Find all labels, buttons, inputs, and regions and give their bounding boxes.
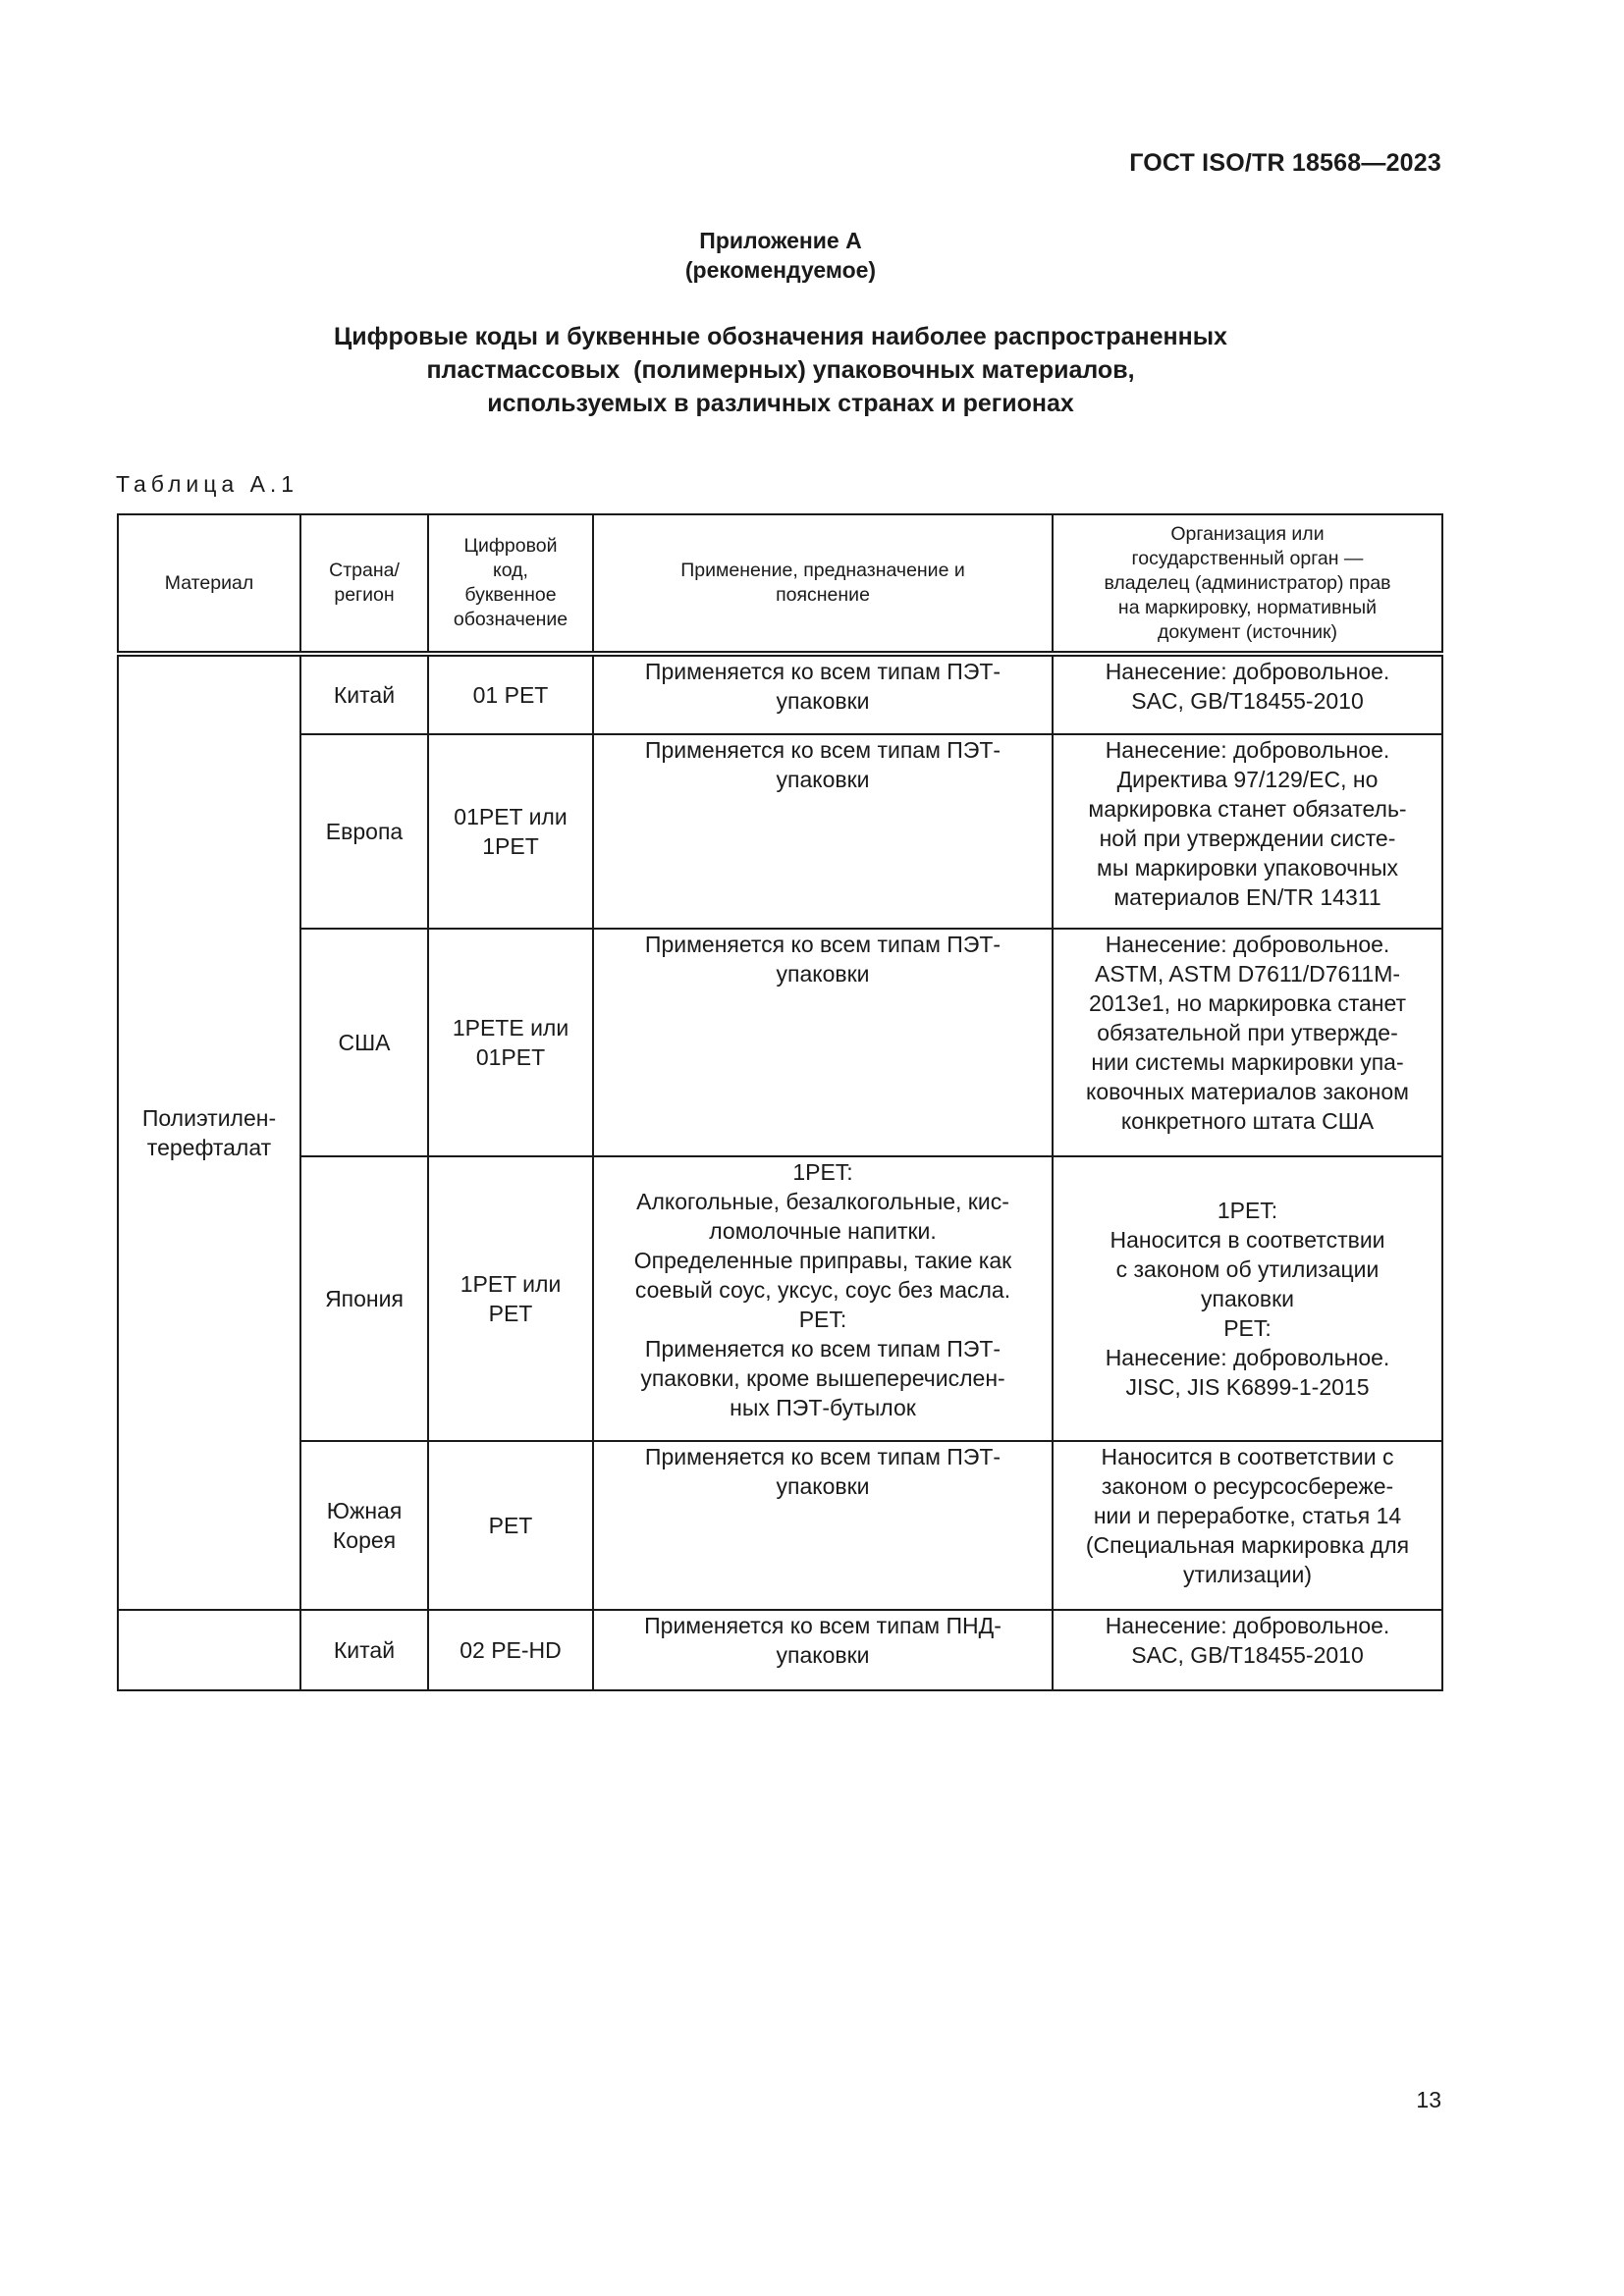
table-label: Таблица А.1 (116, 471, 299, 497)
appendix-heading-line: Цифровые коды и буквенные обозначения наиболее распространенных (334, 323, 1227, 350)
authority-cell: Наносится в соответствии с законом о ресурсосбереже- нии и переработке, статья 14 (Специальная маркировка для утилизации) (1053, 1441, 1442, 1610)
table-row (118, 1610, 1442, 1690)
application-cell: Применяется ко всем типам ПЭТ- упаковки (593, 734, 1053, 929)
code-cell: 02 PE-HD (428, 1610, 593, 1690)
country-cell: Китай (300, 654, 428, 734)
code-cell: PET (428, 1441, 593, 1610)
header-material: Материал (118, 514, 300, 654)
authority-cell: Нанесение: добровольное. SAC, GB/T18455-2010 (1053, 654, 1442, 734)
page-number: 13 (1416, 2087, 1441, 2112)
authority-cell: Нанесение: добровольное. Директива 97/129/ЕС, но маркировка станет обязатель- ной при утверждении систе- мы маркировки упаковочных материалов EN/TR 14311 (1053, 734, 1442, 929)
material-cell-empty (118, 1610, 300, 1690)
appendix-title: Приложение А (699, 228, 862, 253)
header-authority: Организация или государственный орган — владелец (администратор) прав на маркировку, нормативный документ (источник) (1053, 514, 1442, 654)
country-cell: Европа (300, 734, 428, 929)
table-row (118, 734, 1442, 929)
table-row (118, 1156, 1442, 1441)
material-cell: Полиэтилен- терефталат (118, 654, 300, 1610)
appendix-subtitle: (рекомендуемое) (684, 257, 877, 283)
authority-cell: 1PET: Наносится в соответствии с законом об утилизации упаковки PET: Нанесение: добровольное. JISC, JIS K6899-1-2015 (1053, 1156, 1442, 1441)
header-application: Применение, предназначение и пояснение (593, 514, 1053, 654)
code-cell: 01 PET (428, 654, 593, 734)
document-code: ГОСТ ISO/TR 18568—2023 (1129, 149, 1441, 177)
standards-table (117, 513, 1443, 1691)
header-code: Цифровой код, буквенное обозначение (428, 514, 593, 654)
country-cell: Япония (300, 1156, 428, 1441)
application-cell: Применяется ко всем типам ПНД- упаковки (593, 1610, 1053, 1690)
country-cell: Китай (300, 1610, 428, 1690)
code-cell: 1PET или PET (428, 1156, 593, 1441)
appendix-heading (0, 320, 1561, 420)
application-cell: Применяется ко всем типам ПЭТ- упаковки (593, 654, 1053, 734)
application-cell: 1PET: Алкогольные, безалкогольные, кис- ломолочные напитки. Определенные приправы, такие как соевый соус, уксус, соус без масла. PET: Применяется ко всем типам ПЭТ- упаковки, кроме вышеперечислен- ных ПЭТ-бутылок (593, 1156, 1053, 1441)
country-cell: Южная Корея (300, 1441, 428, 1610)
code-cell: 01PET или 1PET (428, 734, 593, 929)
application-cell: Применяется ко всем типам ПЭТ- упаковки (593, 1441, 1053, 1610)
application-cell: Применяется ко всем типам ПЭТ- упаковки (593, 929, 1053, 1156)
table-row (118, 1441, 1442, 1610)
table-header-row (118, 514, 1442, 654)
authority-cell: Нанесение: добровольное. SAC, GB/T18455-2010 (1053, 1610, 1442, 1690)
code-cell: 1PETE или 01PET (428, 929, 593, 1156)
table-row (118, 654, 1442, 734)
header-country: Страна/ регион (300, 514, 428, 654)
appendix-heading-line: используемых в различных странах и регионах (487, 390, 1074, 417)
authority-cell: Нанесение: добровольное. ASTM, ASTM D7611/D7611M- 2013e1, но маркировка станет обязательной при утвержде- нии системы маркировки упа- ковочных материалов законом конкретного штата США (1053, 929, 1442, 1156)
country-cell: США (300, 929, 428, 1156)
appendix-heading-line: пластмассовых (полимерных) упаковочных материалов, (426, 356, 1135, 384)
table-row (118, 929, 1442, 1156)
